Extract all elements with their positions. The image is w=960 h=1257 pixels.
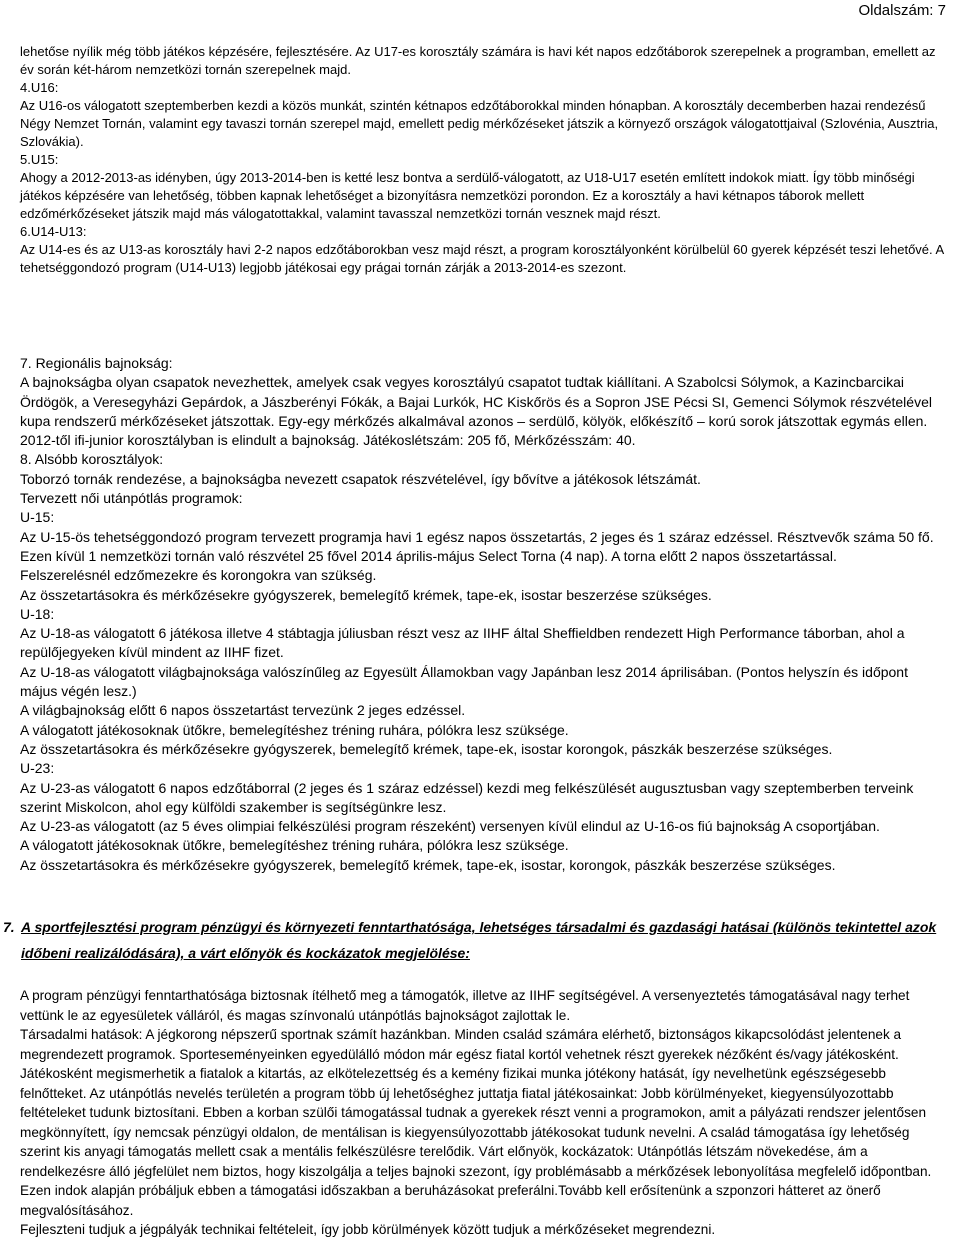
financial-sustainability-paragraph: A program pénzügyi fenntarthatósága biztosnak ítélhető meg a támogatók, illetve az IIHF segítségével. A versenyeztetés támogatásával nagy terhet vettünk le az egyesületek válláról, és magas színvonalú utánpótlás bajnokságot zajlottak le. <box>20 988 910 1023</box>
u17-paragraph: lehetőse nyílik még több játékos képzésére, fejlesztésére. Az U17-es korosztály számára is havi két napos edzőtáborok szerepelnek a programban, emellett az év során két-három nemzetközi tornán szerepelnek majd. <box>20 44 936 77</box>
women-u23-league: Az U-23-as válogatott (az 5 éves olimpiai felkészülési program részeként) versenyen kívül elindul az U-16-os fiú bajnokság A csoportjában. <box>20 818 880 835</box>
women-u18-supplies: Az összetartásokra és mérkőzésekre gyógyszerek, bemelegítő krémek, tape-ek, isostar korongok, pászkák beszerzése szükséges. <box>20 740 833 757</box>
sustainability-section <box>20 986 946 1240</box>
women-u15-supplies: Az összetartásokra és mérkőzésekre gyógyszerek, bemelegítő krémek, tape-ek, isostar beszerzése szükséges. <box>20 586 712 603</box>
section-7-heading <box>3 914 958 966</box>
u15-heading: 5.U15: <box>20 152 59 167</box>
regional-and-womens-section <box>20 354 946 875</box>
section-7-number: 7. <box>3 919 15 935</box>
women-u23-equipment: A válogatott játékosoknak ütőkre, bemelegítéshez tréning ruhára, pólókra lesz szüksége. <box>20 837 569 854</box>
lower-age-groups-heading: 8. Alsóbb korosztályok: <box>20 451 164 468</box>
page-number: Oldalszám: 7 <box>858 2 946 19</box>
women-u18-heading: U-18: <box>20 605 55 622</box>
women-u18-camp: Az U-18-as válogatott 6 játékosa illetve 4 stábtagja júliusban részt vesz az IIHF által Sheffieldben rendezett High Performance táborban, ahol a repülőjegyeken kívül mindent az IIHF fizet. <box>20 625 905 661</box>
age-group-section <box>20 43 946 277</box>
women-u15-paragraph: Az U-15-ös tehetséggondozó program tervezett programja havi 1 egész napos összetartás, 2 jeges és 1 száraz edzéssel. Résztvevők száma 50 fő. Ezen kívül 1 nemzetközi tornán való részvétel 25 fővel 2014 április-május Select Torna (4 nap). A torna előtt 2 napos összetartással. <box>20 528 934 564</box>
section-7-title-line1: A sportfejlesztési program pénzügyi és környezeti fenntarthatósága, lehetséges társadalmi és gazdasági hatásai (különös tekintettel azok <box>21 919 937 935</box>
women-u18-prep: A világbajnokság előtt 6 napos összetartást tervezünk 2 jeges edzéssel. <box>20 702 466 719</box>
women-u23-camp: Az U-23-as válogatott 6 napos edzőtáborral (2 jeges és 1 száraz edzéssel) kezdi meg felkészülését augusztusban vagy szeptemberben terveink szerint Miskolcon, ahol egy külföldi szakember is segítségünkre lesz. <box>20 779 914 815</box>
women-u15-equipment: Felszerelésnél edzőmezekre és korongokra van szükség. <box>20 567 377 584</box>
women-u15-heading: U-15: <box>20 509 55 526</box>
women-u18-equipment: A válogatott játékosoknak ütőkre, bemelegítéshez tréning ruhára, pólókra lesz szüksége. <box>20 721 569 738</box>
infrastructure-paragraph: Fejleszteni tudjuk a jégpályák technikai feltételeit, így jobb körülmények között tudjuk a mérkőzéseket megrendezni. <box>20 1222 716 1237</box>
social-impact-paragraph: Társadalmi hatások: A jégkorong népszerű sportnak számít hazánkban. Minden család számára elérhető, biztonságos kikapcsolódást jelentenek a megrendezett programok. Sporteseményeinken egyedülálló módon már egész fiatal kortól vehetnek részt gyerekek nézőként és/vagy játékosként. Játékosként megismerhetik a fiatalok a kitartás, az elkötelezettség és a kemény fizikai munka jótékony hatását, így nevelhetünk egészségesebb felnőtteket. Az utánpótlás nevelés területén a program több új lehetőséghez juttatja fiatal játékosainkat: Jobb körülményeket, kiegyensúlyozottabb feltételeket tudunk biztosítani. Ebben a korban szülői támogatással tudnak a gyerekek részt venni a programokon, amit a pályázati rendszer jelentősen megkönnyített, így nemcsak pénzügyi oldalon, de mentálisan is kiegyensúlyozottabb játékosokat tudunk nevelni. A család támogatása így lehetőség szerint kis anyagi támogatás mellett csak a mentális felkészülésre terelődik. Várt előnyök, kockázatok: Utánpótlás létszám növekedése, ám a rendelkezésre álló jégfelület nem biztos, hogy kiszolgálja a teljes bajnoki szezont, így problémásabb a mérkőzések lebonyolítása megfelelő időpontban. Ezen indok alapján próbáljuk ebben a támogatási időszakban a beruházásokat preferálni.Tovább kell erősítenünk a szponzori hátteret az önerő megvalósításához. <box>20 1027 932 1218</box>
women-u18-worlds: Az U-18-as válogatott világbajnoksága valószínűleg az Egyesült Államokban vagy Japánban lesz 2014 áprilisában. (Pontos helyszín és időpont május végén lesz.) <box>20 663 908 700</box>
u16-heading: 4.U16: <box>20 80 59 95</box>
women-u23-heading: U-23: <box>20 760 55 777</box>
section-7-title-line2: időbeni realizálódására), a várt előnyök és kockázatok megjelölése: <box>21 945 470 961</box>
lower-age-groups-paragraph: Toborzó tornák rendezése, a bajnokságba nevezett csapatok részvételével, így bővítve a játékosok létszámát. <box>20 470 701 487</box>
u16-paragraph: Az U16-os válogatott szeptemberben kezdi a közös munkát, szintén kétnapos edzőtáborokkal minden hónapban. A korosztály decemberben hazai rendezésű Négy Nemzet Tornán, valamint egy tavaszi tornán szerepel majd, emellett pedig mérkőzéseket játszik a környező országok válogatottjaival (Szlovénia, Ausztria, Szlovákia). <box>20 98 939 149</box>
u15-paragraph: Ahogy a 2012-2013-as idényben, úgy 2013-2014-ben is ketté lesz bontva a serdülő-válogatott, az U18-U17 esetén említett indokok miatt. Így több minőségi játékos képzésére van lehetőség, többen kapnak lehetőséget a bizonyításra nemzetközi porondon. Ez a korosztály a havi kétnapos táborok mellett edzőmérkőzéseket játszik majd más válogatottakkal, valamint tavasszal nemzetközi tornán vesznek majd részt. <box>20 170 915 221</box>
womens-programs-heading: Tervezett női utánpótlás programok: <box>20 490 243 507</box>
regional-league-paragraph: A bajnokságba olyan csapatok nevezhettek, amelyek csak vegyes korosztályú csapatot tudtak kiállítani. A Szabolcsi Sólymok, a Kazincbarcikai Ördögök, a Veresegyházi Gepárdok, a Jászberényi Fókák, a Bajai Lurkók, HC Kiskőrös és a Sopron JSE Pécsi SI, Gemenci Sólymok részvételével kupa rendszerű mérkőzéseket játszottak. Egy-egy mérkőzés alkalmával azonos – serdülő, kölyök, előkészítő – korú sorok játszottak egymás ellen. 2012-től ifi-junior korosztályban is elindult a bajnokság. Játékoslétszám: 205 fő, Mérkőzésszám: 40. <box>20 374 932 449</box>
u14-u13-heading: 6.U14-U13: <box>20 224 87 239</box>
women-u23-supplies: Az összetartásokra és mérkőzésekre gyógyszerek, bemelegítő krémek, tape-ek, isostar, korongok, pászkák beszerzése szükséges. <box>20 856 836 873</box>
u14-u13-paragraph: Az U14-es és az U13-as korosztály havi 2-2 napos edzőtáborokban vesz majd részt, a program korosztályonként körülbelül 60 gyerek képzését teszi lehetővé. A tehetséggondozó program (U14-U13) legjobb játékosai egy prágai tornán zárják a 2013-2014-es szezont. <box>20 242 944 275</box>
regional-league-heading: 7. Regionális bajnokság: <box>20 355 173 371</box>
